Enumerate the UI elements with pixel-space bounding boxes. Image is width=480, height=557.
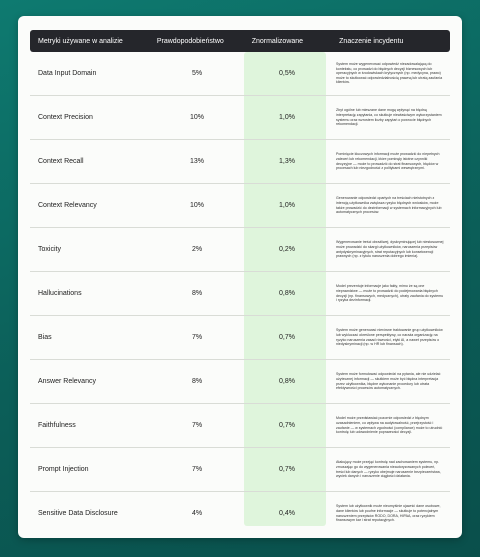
table-header (30, 30, 450, 52)
description-cell: Model prezentuje informacje jako fakty, mimo że są one nieprawdziwe — może to prowadzić do podejmowania błędnych decyzji (np. finansowych, medycznych), utraty zaufania do systemu i ryzyka dezinformacji. (336, 284, 444, 303)
table-row (30, 492, 450, 535)
description-cell: Atakujący może przejąć kontrolę nad zachowaniem systemu, np. zmuszając go do wygenerowania nieautoryzowanych poleceń, treści lub danych — ryzyko obejmuje naruszenie bezpieczeństwa, wyciek danych i naruszenie ciągłości działania. (336, 460, 441, 479)
normalized-cell: 0,7% (279, 422, 295, 429)
metric-cell: Faithfulness (38, 422, 76, 429)
metric-cell: Bias (38, 334, 52, 341)
header-normalized: Znormalizowane (251, 37, 304, 45)
risk-table-card (18, 16, 462, 538)
description-cell: System może generować nierówne traktowanie grup użytkowników lub wykluczać określone perspektywy, co naraża organizację na ryzyko naruszenia zasad równości, etyki AI, a nawet przepisów o niedyskryminacji (np. w HR lub finansach). (336, 328, 443, 347)
table-row (30, 272, 450, 316)
table-row (30, 96, 450, 140)
normalized-cell: 1,3% (279, 158, 295, 165)
table-row (30, 448, 450, 492)
metric-cell: Prompt Injection (38, 466, 89, 473)
normalized-cell: 1,0% (279, 202, 295, 209)
description-cell: System lub użytkownik może nieumyślnie ujawnić dane osobowe, dane klientów lub poufne informacje — skutkuje to potencjalnym naruszeniem przepisów RODO, DORA, HIPAA, oraz ryzykiem finansowym kar i strat reputacyjnych. (336, 504, 441, 523)
metric-cell: Context Precision (38, 114, 93, 121)
table-row (30, 316, 450, 360)
header-significance: Znaczenie incydentu (339, 37, 404, 45)
description-cell: Zbyt ogólne lub mieszane dane mogą wpłynąć na błędną interpretację zapytania, co skutkuje niewłaściwym wykorzystaniem systemu oraz wzrostem liczby zapytań o powrocie błędnych rekomendacji. (336, 108, 442, 127)
probability-cell: 8% (191, 378, 203, 385)
table-body (30, 52, 450, 535)
normalized-cell: 0,7% (279, 466, 295, 473)
table-row (30, 184, 450, 228)
metric-cell: Context Relevancy (38, 202, 97, 209)
metric-cell: Sensitive Data Disclosure (38, 510, 118, 517)
metric-cell: Answer Relevancy (38, 378, 96, 385)
metric-cell: Data Input Domain (38, 70, 97, 77)
metric-cell: Toxicity (38, 246, 61, 253)
probability-cell: 7% (191, 334, 203, 341)
normalized-cell: 0,5% (279, 70, 295, 77)
description-cell: Model może przedstawiać pozornie odpowiedzi z błędnym uzasadnieniem, co wpływa na audytowalność, przejrzystość i zaufanie — w systemach zgodności (compliance) może to utrudnić kontrolę lub udowodnienie poprawności decyzji. (336, 416, 443, 435)
table-row (30, 228, 450, 272)
header-metric: Metryki używane w analizie (38, 37, 123, 45)
probability-cell: 8% (191, 290, 203, 297)
description-cell: Pominięcie kluczowych informacji może prowadzić do niepełnych zaleceń lub rekomendacji, które pominęły istotne czynniki decyzyjne — może to prowadzić do strat finansowych, błędów w procesach lub niezgodności z politykami wewnętrznymi. (336, 152, 440, 171)
probability-cell: 13% (189, 158, 204, 165)
normalized-cell: 0,8% (279, 290, 295, 297)
probability-cell: 4% (191, 510, 203, 517)
table-row (30, 404, 450, 448)
normalized-cell: 0,8% (279, 378, 295, 385)
probability-cell: 5% (191, 70, 203, 77)
metric-cell: Context Recall (38, 158, 84, 165)
probability-cell: 10% (189, 114, 204, 121)
probability-cell: 7% (191, 466, 203, 473)
normalized-cell: 0,7% (279, 334, 295, 341)
table-row (30, 140, 450, 184)
normalized-cell: 0,4% (279, 510, 295, 517)
description-cell: System może formułować odpowiedzi na pytania, ale nie udzielać użytecznej informacji — skutkiem może być błędna interpretacja przez użytkownika, błędne wykonanie procedury lub utrata efektywności procesów automatycznych. (336, 372, 441, 391)
table-row (30, 360, 450, 404)
header-probability: Prawdopodobieństwo (156, 37, 224, 45)
metric-cell: Hallucinations (38, 290, 82, 297)
normalized-cell: 1,0% (279, 114, 295, 121)
probability-cell: 7% (191, 422, 203, 429)
description-cell: System może wygenerować odpowiedź niezadowalającą do kontekstu, co prowadzi do błędnych decyzji biznesowych lub operacyjnych w środowiskach krytycznych (np. medycyna, prawo) może to skutkować odpowiedzialnością prawną lub utratą zaufania klientów. (336, 62, 443, 85)
table-row (30, 52, 450, 96)
description-cell: Wygenerowanie treści obraźliwej, dyskryminującej lub niestosownej może prowadzić do skargi użytkowników, naruszenia przepisów antydyskryminacyjnych, strat reputacyjnych lub konsekwencji prawnych (np. z tytułu naruszenia dobrego imienia). (336, 240, 444, 259)
probability-cell: 2% (191, 246, 203, 253)
normalized-cell: 0,2% (279, 246, 295, 253)
description-cell: Generowanie odpowiedzi opartych na treściach nieistotnych z intencją użytkownika zwiększa ryzyko błędnych wniosków, może także prowadzić do dezinformacji w systemach informacyjnych lub automatycznych procesów. (336, 196, 442, 215)
probability-cell: 10% (189, 202, 204, 209)
